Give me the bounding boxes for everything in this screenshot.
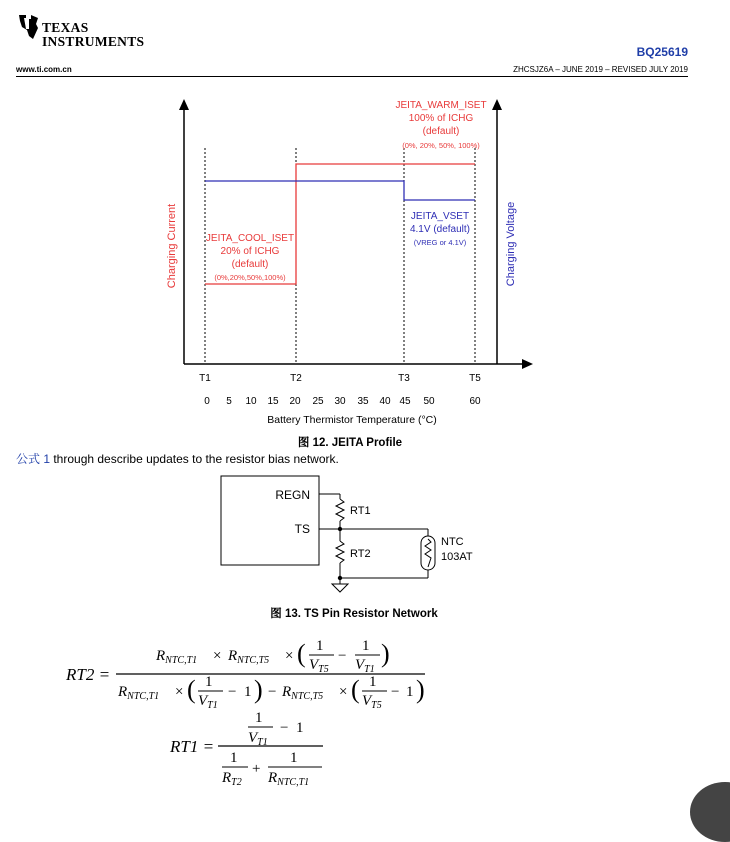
paren-close: ) [254,675,263,704]
site-url[interactable]: www.ti.com.cn [16,65,72,74]
vset-default: 4.1V (default) [409,224,471,235]
rt2-label: RT2 [350,548,371,560]
paren-open: ( [351,675,360,704]
threshold-label-t1: T1 [199,373,211,384]
ntc-thermistor-icon [421,536,435,570]
header-divider [16,76,688,77]
r-t2: $R_{T2}$ [222,770,242,788]
annotation-warm-iset [395,100,486,150]
figure12-caption: 图 12. JEITA Profile [297,437,403,449]
threshold-label-t3: T3 [398,373,410,384]
chart-y-axis-right-arrow [492,99,502,110]
paren-open: ( [187,675,196,704]
ntc-part-label: 103AT [441,551,473,563]
rt2-denominator [117,674,425,711]
rt2-numerator [155,638,390,675]
minus-symbol: − [280,720,289,736]
jeita-profile-chart [0,90,730,430]
one: 1 [255,710,263,726]
plus-symbol: + [252,761,261,777]
warm-options: (0%, 20%, 50%, 100%) [402,141,480,150]
one: 1 [296,720,304,736]
paren-close: ) [416,675,425,704]
r-ntc-t1: $R_{NTC,T1}$ [268,770,310,788]
x-tick-label: 0 [204,396,210,407]
rt1-numerator [248,710,304,748]
chart-xlabel: Battery Thermistor Temperature (°C) [267,414,437,426]
figure13-caption: 图 13. TS Pin Resistor Network [270,608,438,620]
r-ntc-t5: $R_{NTC,T5}$ [228,648,270,666]
document-id: ZHCSJZ6A – JUNE 2019 – REVISED JULY 2019 [513,65,688,74]
r-ntc-t5: $R_{NTC,T5}$ [282,684,324,702]
equation1-link[interactable]: 公式 1 [16,452,51,466]
chart-ylabel-voltage: Charging Voltage [505,201,517,287]
one: 1 [230,750,238,766]
one: 1 [244,684,252,700]
ground-icon [332,584,348,592]
logo-line1: TEXAS [42,20,89,35]
threshold-label-t5: T5 [469,373,481,384]
x-tick-label: 60 [469,396,481,407]
cool-percent: 20% of ICHG [220,246,280,257]
x-tick-label: 45 [399,396,411,407]
cool-title: JEITA_COOL_ISET [205,233,295,244]
ntc-label: NTC [441,536,464,548]
cool-default: (default) [231,259,269,270]
logo-wordmark [42,21,144,49]
rt1-equation-lhs: RT1 = [170,737,215,756]
chart-x-axis-arrow [522,359,533,369]
warm-percent: 100% of ICHG [408,113,474,124]
minus-symbol: − [391,684,400,700]
x-tick-label: 50 [423,396,435,407]
resistor-rt1 [336,499,344,521]
times-symbol: × [175,684,184,700]
warm-title: JEITA_WARM_ISET [395,100,487,111]
x-tick-label: 30 [334,396,346,407]
threshold-label-t2: T2 [290,373,302,384]
rt1-denominator [221,750,322,788]
rt2-equation-lhs: RT2 = [66,665,111,684]
v-t5: $V_{T5}$ [309,657,329,675]
ntc-resistor-zigzag [425,539,431,567]
v-t1: $V_{T1}$ [248,730,268,748]
ti-logo-icon [16,14,40,40]
ts-label: TS [294,522,310,536]
minus-symbol: − [228,684,237,700]
chart-y-axis-left-arrow [179,99,189,110]
one: 1 [290,750,298,766]
x-tick-label: 35 [357,396,369,407]
logo-line2: INSTRUMENTS [42,34,145,49]
times-symbol: × [213,648,222,664]
x-tick-label: 15 [267,396,279,407]
v-t1: $V_{T1}$ [355,657,375,675]
body-paragraph-text: through describe updates to the resistor bias network. [50,452,339,466]
x-tick-labels [204,396,481,407]
cool-options: (0%,20%,50%,100%) [214,273,286,282]
paren-open: ( [297,639,306,668]
r-ntc-t1: $R_{NTC,T1}$ [118,684,160,702]
x-tick-label: 5 [226,396,232,407]
one: 1 [205,674,213,690]
x-tick-label: 25 [312,396,324,407]
rt1-label: RT1 [350,505,371,517]
annotation-vset [410,211,470,247]
x-tick-label: 40 [379,396,391,407]
minus-symbol: − [268,684,277,700]
r-ntc-t1: $R_{NTC,T1}$ [156,648,198,666]
v-t5: $V_{T5}$ [362,693,382,711]
annotation-cool-iset [206,233,294,282]
vset-title: JEITA_VSET [410,211,470,222]
part-number-link[interactable]: BQ25619 [636,45,688,59]
regn-label: REGN [275,488,310,502]
v-t1: $V_{T1}$ [198,693,218,711]
ts-resistor-network-diagram [0,470,730,600]
series-charging-voltage [205,181,475,200]
times-symbol: × [285,648,294,664]
one: 1 [362,638,370,654]
x-tick-label: 20 [289,396,301,407]
paren-close: ) [381,639,390,668]
equations-block [0,630,730,802]
x-tick-label: 10 [245,396,257,407]
resistor-rt2 [336,541,344,563]
one: 1 [369,674,377,690]
vset-options: (VREG or 4.1V) [413,238,467,247]
chart-ylabel-current: Charging Current [166,203,178,289]
minus-symbol: − [338,648,347,664]
times-symbol: × [339,684,348,700]
warm-default: (default) [422,126,460,137]
one: 1 [316,638,324,654]
one: 1 [406,684,414,700]
body-paragraph [16,450,339,467]
